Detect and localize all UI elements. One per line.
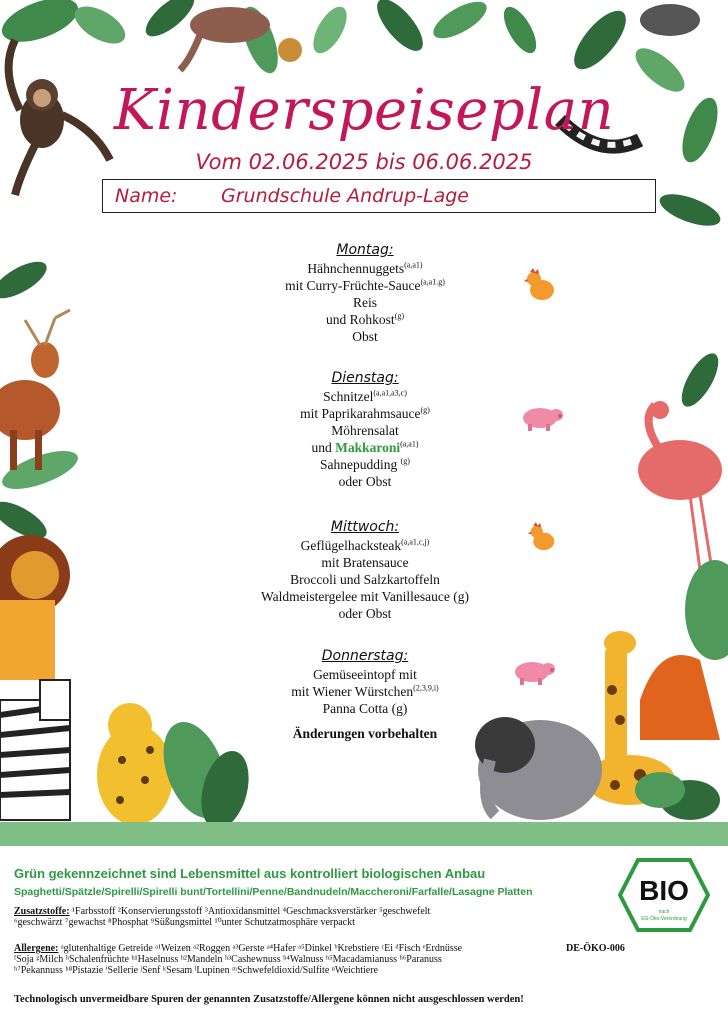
menu-line: und Rohkost$^{(g)}$	[326, 311, 404, 327]
chicken-icon	[528, 522, 556, 552]
zebra-icon	[0, 680, 70, 820]
day-block-dienstag	[205, 370, 525, 490]
menu-line: Panna Cotta (g)	[322, 701, 408, 716]
menu-line: Obst	[352, 329, 378, 344]
pig-icon	[512, 656, 556, 686]
changes-notice: Änderungen vorbehalten	[292, 726, 438, 741]
pig-icon	[520, 402, 564, 432]
menu-line: und Makkaroni$^{(a,a1)}$	[311, 439, 419, 455]
bio-seal-icon	[618, 858, 710, 932]
menu-line: Möhrensalat	[331, 423, 399, 438]
name-box	[102, 179, 656, 213]
menu-line: mit Paprikarahmsauce$^{(g)}$	[300, 405, 430, 421]
fox-icon	[640, 655, 720, 740]
flamingo-icon	[638, 401, 722, 570]
oeko-code: DE-ÖKO-006	[566, 943, 625, 954]
deer-icon	[0, 310, 70, 470]
day-block-mittwoch	[205, 519, 525, 622]
day-block-donnerstag	[205, 648, 525, 742]
menu-line: Geflügelhacksteak$^{(a,a1,c,j)}$	[300, 537, 430, 553]
menu-line: Schnitzel$^{(a,a1,a3,c)}$	[323, 388, 407, 404]
menu-line: oder Obst	[338, 474, 392, 489]
menu-line: mit Bratensauce	[321, 555, 409, 570]
allergene: Allergene: ᵃglutenhaltige Getreide ᵃ¹Weizen ᵃ²Roggen ᵃ³Gerste ᵃ⁴Hafer ᵃ⁵Dinkel ᵇKrebstiere ᶜEi ᵈFisch ᵉErdnüsse ᶠSoja ᵍMilch ʰSchalenfrüchte ʰ¹Haselnuss ʰ²Mandeln ʰ³Cashewnuss ʰ⁴Walnuss ʰ⁵Macadamianuss ʰ⁶Paranuss ʰ⁷Pekannuss ʰ⁸Pistazie ⁱSellerie ʲSenf ᵏSesam ˡLupinen ᵐSchwefeldioxid/Sulfite ⁿWeichtiere	[14, 943, 463, 976]
day-heading: Mittwoch:	[330, 519, 400, 535]
menu-line: mit Wiener Würstchen$^{(2,3,9,i)}$	[291, 683, 439, 699]
svg-text:EG-Öko-Verordnung: EG-Öko-Verordnung	[641, 916, 687, 922]
leopard-icon	[97, 703, 173, 825]
menu-line: Sahnepudding $^{(g)}$	[320, 456, 410, 472]
disclaimer: Technologisch unvermeidbare Spuren der genannten Zusatzstoffe/Allergene können nicht ausgeschlossen werden!	[14, 994, 524, 1005]
ground-strip	[0, 822, 728, 846]
day-heading: Dienstag:	[331, 370, 399, 386]
menu-line: Hähnchennuggets$^{(a,a1)}$	[307, 260, 423, 276]
menu-line: Broccoli und Salzkartoffeln	[290, 572, 440, 587]
menu-line: Waldmeistergelee mit Vanillesauce (g)	[261, 589, 469, 604]
menu-line: Reis	[352, 295, 377, 310]
lion-icon	[0, 535, 70, 680]
svg-text:nach: nach	[658, 909, 670, 915]
name-value: Grundschule Andrup-Lage	[221, 185, 469, 207]
bio-note: Grün gekennzeichnet sind Lebensmittel aus kontrolliert biologischen Anbau	[14, 866, 486, 881]
bio-item: Makkaroni	[335, 440, 401, 455]
name-label: Name:	[115, 185, 178, 207]
page-title: Kinderspeiseplan	[113, 78, 615, 143]
bottom-right-leaves-icon	[635, 772, 720, 820]
monkey-top-icon	[180, 7, 302, 70]
day-heading: Donnerstag:	[321, 648, 409, 664]
chicken-icon	[524, 268, 556, 302]
day-heading: Montag:	[336, 242, 394, 258]
svg-text:BIO: BIO	[639, 875, 689, 906]
date-range: Vom 02.06.2025 bis 06.06.2025	[195, 150, 533, 174]
menu-line: mit Curry-Früchte-Sauce$^{(a,a1.g)}$	[285, 277, 445, 293]
zusatzstoffe: Zusatzstoffe: ¹Farbsstoff ²Konservierungsstoff ³Antioxidansmittel ⁴Geschmacksverstärker ⁵geschwefelt ⁶geschwärzt ⁷gewachst ⁸Phosphat ⁹Süßungsmittel ¹⁰unter Schutzatmosphäre verpackt	[14, 906, 431, 928]
day-block-montag	[205, 242, 525, 345]
menu-line: Gemüseeintopf mit	[313, 667, 417, 682]
pasta-list: Spaghetti/Spätzle/Spirelli/Spirelli bunt/Tortellini/Penne/Bandnudeln/Maccheroni/Farfalle/Lasagne Platten	[14, 886, 533, 898]
menu-line: oder Obst	[338, 606, 392, 621]
